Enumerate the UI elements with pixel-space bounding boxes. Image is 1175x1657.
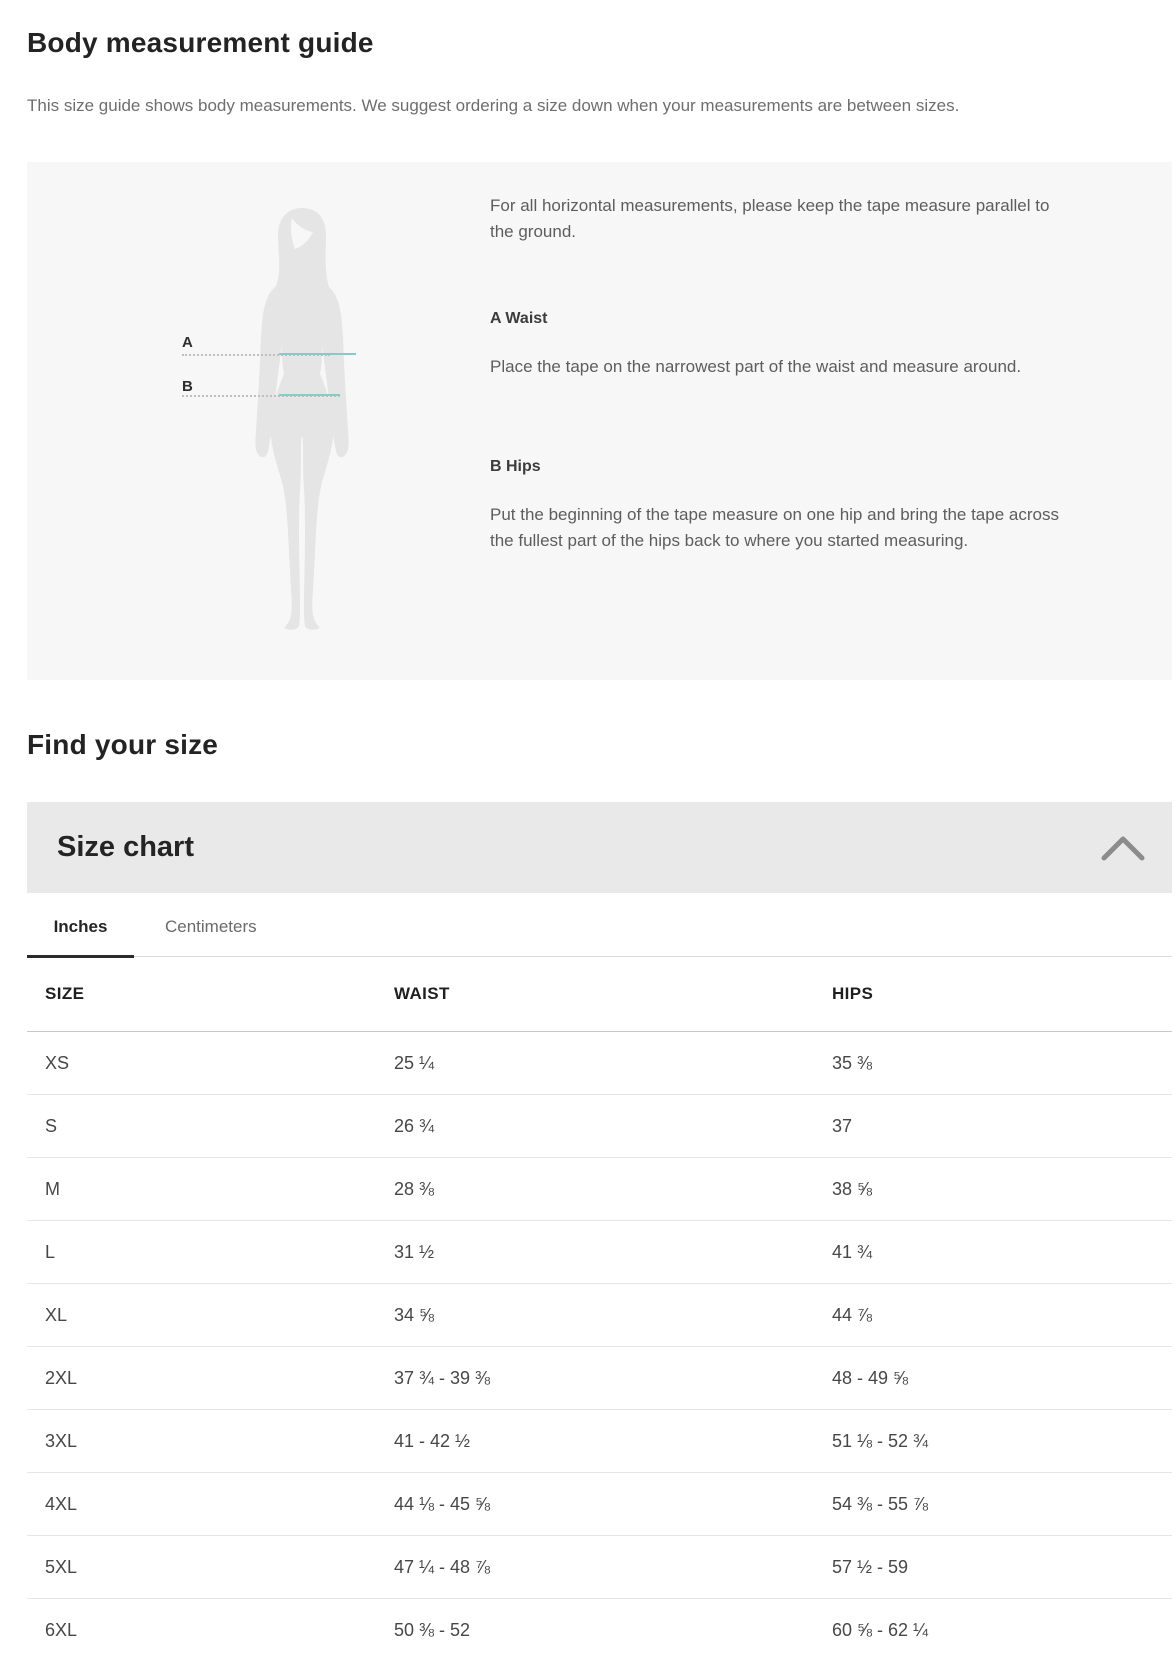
body-silhouette-icon	[240, 202, 364, 632]
waist-description: Place the tape on the narrowest part of the waist and measure around.	[490, 357, 1022, 376]
marker-b-label: B	[182, 378, 193, 395]
waist-cell: 28 ⅜	[394, 1178, 435, 1199]
waist-cell: 41 - 42 ½	[394, 1430, 471, 1451]
table-row	[27, 1032, 1172, 1095]
table-row	[27, 1410, 1172, 1473]
hips-cell: 60 ⅝ - 62 ¼	[832, 1619, 929, 1640]
waist-cell: 50 ⅜ - 52	[394, 1619, 471, 1640]
table-row	[27, 1473, 1172, 1536]
hips-cell: 38 ⅝	[832, 1178, 873, 1199]
table-row	[27, 1599, 1172, 1657]
measurement-guide-panel	[27, 162, 1172, 680]
hips-label: B Hips	[490, 458, 541, 475]
size-cell: L	[45, 1241, 56, 1262]
waist-cell: 31 ½	[394, 1241, 435, 1262]
find-your-size-heading: Find your size	[27, 729, 219, 760]
page-title: Body measurement guide	[27, 27, 374, 58]
table-row	[27, 1221, 1172, 1284]
waist-cell: 37 ¾ - 39 ⅜	[394, 1367, 491, 1388]
waist-cell: 44 ⅛ - 45 ⅝	[394, 1493, 491, 1514]
hips-cell: 44 ⅞	[832, 1304, 873, 1325]
hips-cell: 54 ⅜ - 55 ⅞	[832, 1493, 929, 1514]
size-cell: XL	[45, 1304, 68, 1325]
size-chart-title: Size chart	[57, 831, 194, 863]
hips-cell: 48 - 49 ⅝	[832, 1367, 909, 1388]
hips-cell: 57 ½ - 59	[832, 1556, 909, 1577]
tab-inches[interactable]: Inches	[27, 917, 134, 956]
size-cell: S	[45, 1115, 58, 1136]
size-cell: 4XL	[45, 1493, 78, 1514]
table-row	[27, 1536, 1172, 1599]
body-silhouette-image	[240, 202, 364, 632]
chevron-up-icon[interactable]	[1100, 834, 1146, 862]
table-row	[27, 1347, 1172, 1410]
hips-cell: 37	[832, 1115, 853, 1136]
size-chart-accordion-toggle[interactable]	[27, 802, 1172, 893]
size-chart-table	[27, 957, 1172, 1657]
size-cell: 5XL	[45, 1556, 78, 1577]
hips-cell: 51 ⅛ - 52 ¾	[832, 1430, 929, 1451]
marker-a-label: A	[182, 334, 193, 351]
size-cell: 3XL	[45, 1430, 78, 1451]
hips-cell: 41 ¾	[832, 1241, 873, 1262]
size-cell: 2XL	[45, 1367, 78, 1388]
unit-tabs	[27, 893, 1172, 957]
waist-label: A Waist	[490, 310, 548, 327]
size-cell: M	[45, 1178, 60, 1199]
hips-description: Put the beginning of the tape measure on one hip and bring the tape across the fullest part of the hips back to where you started measuring.	[490, 505, 1059, 550]
waist-cell: 25 ¼	[394, 1052, 435, 1073]
size-cell: XS	[45, 1052, 70, 1073]
waist-cell: 26 ¾	[394, 1115, 435, 1136]
table-row	[27, 1095, 1172, 1158]
hips-cell: 35 ⅜	[832, 1052, 873, 1073]
table-row	[27, 1158, 1172, 1221]
column-header-waist: WAIST	[394, 984, 450, 1003]
hips-measure-line-highlight	[279, 394, 340, 396]
waist-measure-line-highlight	[279, 353, 356, 355]
table-row	[27, 1284, 1172, 1347]
table-header-row	[27, 957, 1172, 1032]
size-cell: 6XL	[45, 1619, 78, 1640]
measure-intro-text: For all horizontal measurements, please keep the tape measure parallel to the ground.	[490, 196, 1050, 241]
column-header-size: SIZE	[45, 984, 85, 1003]
page-subtitle: This size guide shows body measurements. We suggest ordering a size down when your measurements are between sizes.	[27, 96, 960, 115]
column-header-hips: HIPS	[832, 984, 874, 1003]
waist-cell: 34 ⅝	[394, 1304, 435, 1325]
tab-centimeters[interactable]: Centimeters	[165, 917, 257, 936]
waist-cell: 47 ¼ - 48 ⅞	[394, 1556, 491, 1577]
